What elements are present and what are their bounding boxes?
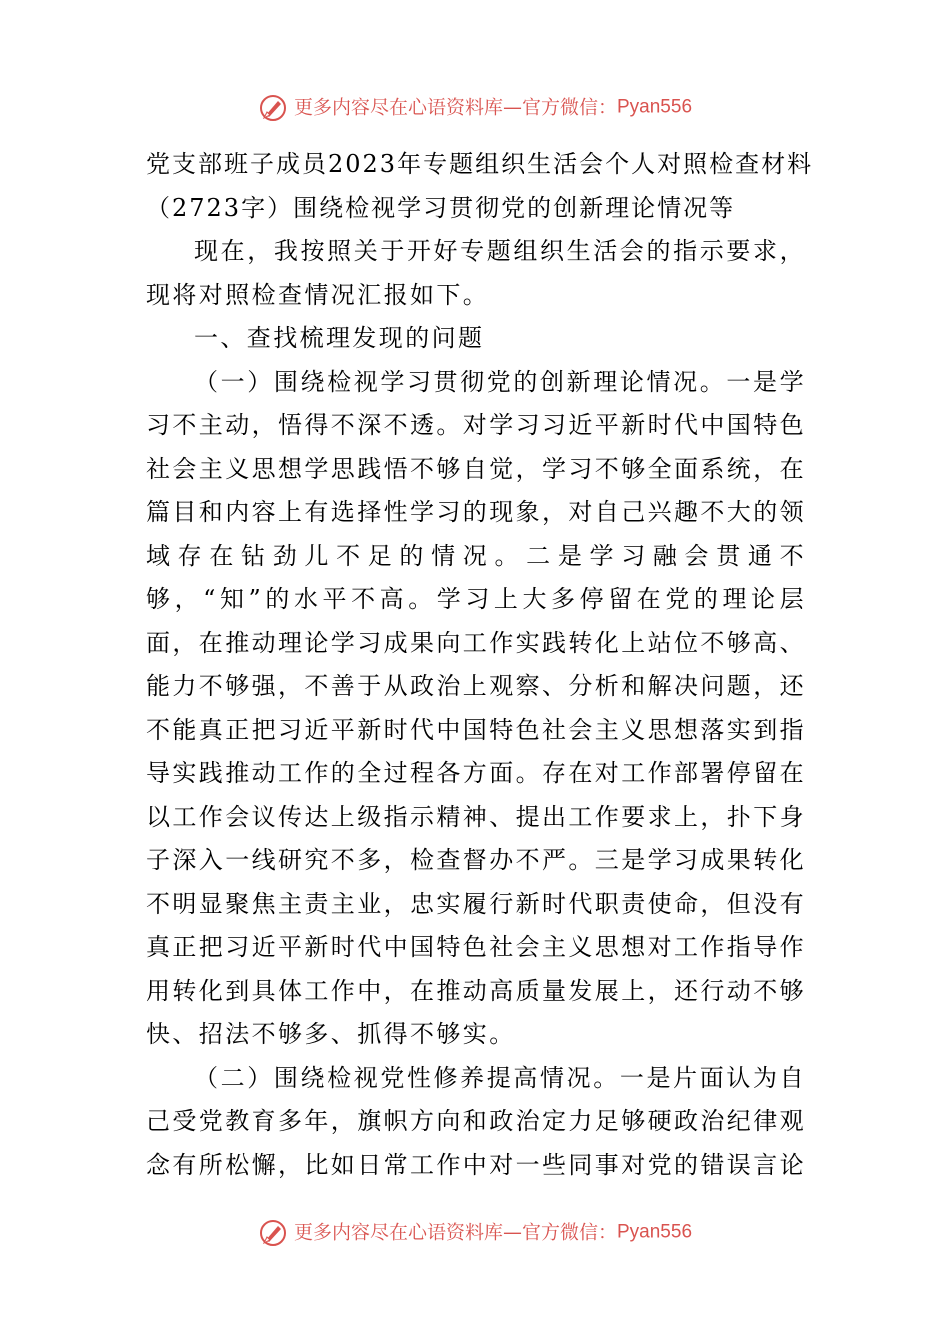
paragraph-section-2: （二）围绕检视党性修养提高情况。一是片面认为自己受党教育多年，旗帜方向和政治定力足够硬政治纪律观念有所松懈，比如日常工作中对一些同事对党的错误言论 xyxy=(146,1063,806,1179)
section-heading: 一、查找梳理发现的问题 xyxy=(194,324,485,352)
watermark-text: 更多内容尽在心语资料库—官方微信： xyxy=(293,1221,617,1244)
document-title-line-1: 党支部班子成员2023年专题组织生活会个人对照检查材料 xyxy=(146,150,814,178)
watermark-header xyxy=(0,92,950,123)
document-body xyxy=(146,142,814,1187)
pen-circle-logo-icon xyxy=(258,1218,288,1248)
paragraph-intro: 现在，我按照关于开好专题组织生活会的指示要求，现将对照检查情况汇报如下。 xyxy=(146,237,806,309)
paragraph-section-1: （一）围绕检视学习贯彻党的创新理论情况。一是学习不主动，悟得不深不透。对学习习近平新时代中国特色社会主义思想学思践悟不够自觉，学习不够全面系统，在篇目和内容上有选择性学习的现象，对自己兴趣不大的领域存在钻劲儿不足的情况。二是学习融会贯通不够，“知”的水平不高。学习上大多停留在党的理论层面，在推动理论学习成果向工作实践转化上站位不够高、能力不够强，不善于从政治上观察、分析和解决问题，还不能真正把习近平新时代中国特色社会主义思想落实到指导实践推动工作的全过程各方面。存在对工作部署停留在以工作会议传达上级指示精神、提出工作要求上，扑下身子深入一线研究不多，检查督办不严。三是学习成果转化不明显聚焦主责主业，忠实履行新时代职责使命，但没有真正把习近平新时代中国特色社会主义思想对工作指导作用转化到具体工作中，在推动高质量发展上，还行动不够快、招法不够多、抓得不够实。 xyxy=(146,367,806,1048)
pen-circle-logo-icon xyxy=(258,93,288,123)
watermark-code: Pyan556 xyxy=(617,1221,693,1243)
document-title-line-2: （2723字）围绕检视学习贯彻党的创新理论情况等 xyxy=(146,194,736,222)
watermark-footer xyxy=(0,1217,950,1248)
watermark-code: Pyan556 xyxy=(617,96,693,118)
watermark-text: 更多内容尽在心语资料库—官方微信： xyxy=(293,96,617,119)
